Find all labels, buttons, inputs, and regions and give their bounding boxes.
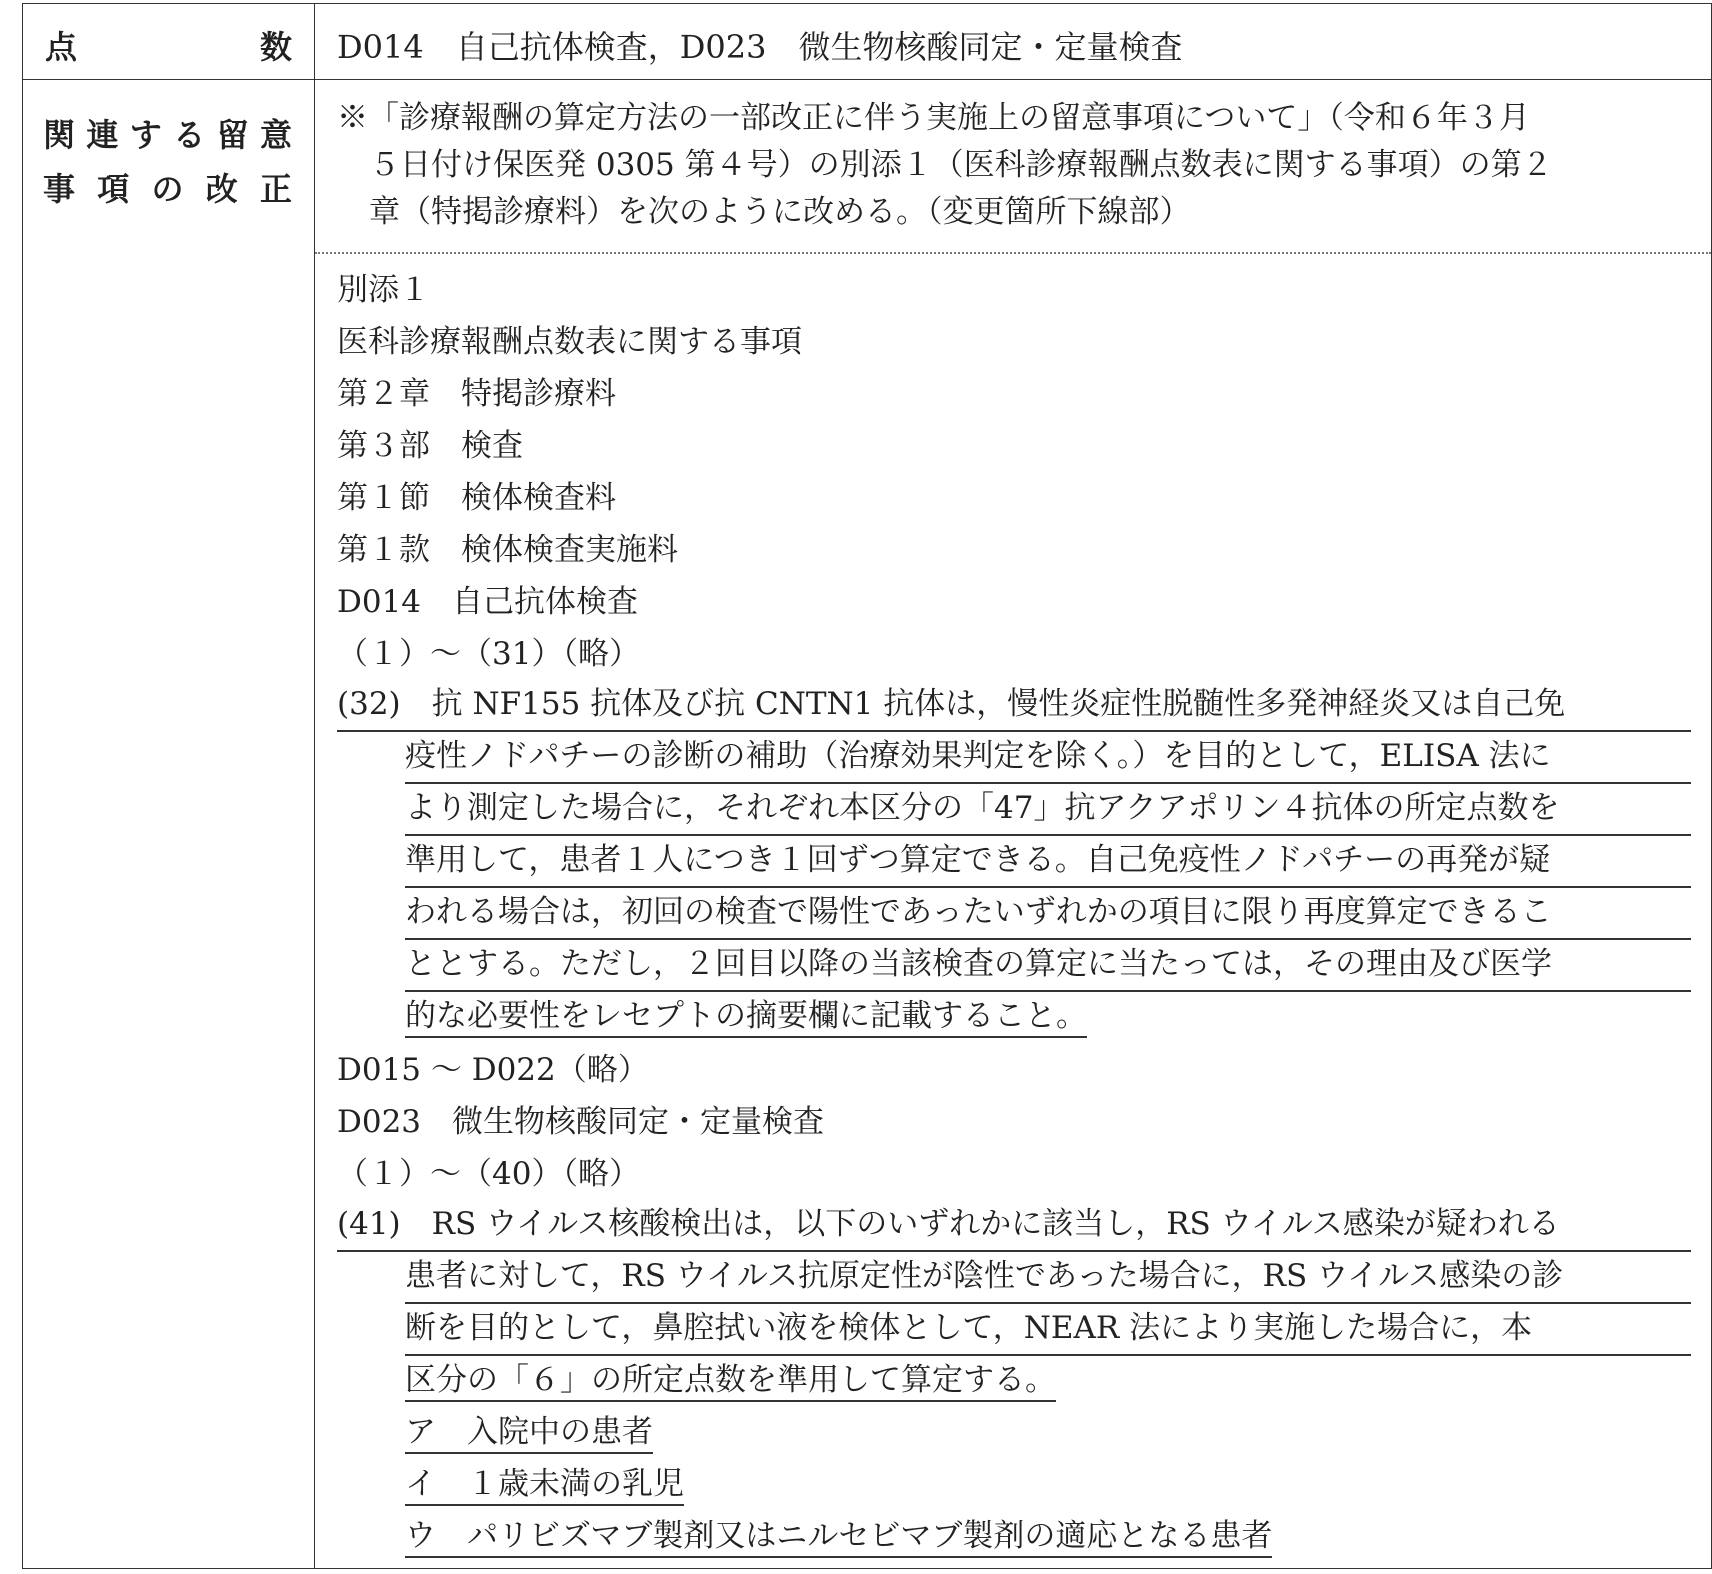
body-line: 医科診療報酬点数表に関する事項 (337, 324, 802, 360)
paragraph-line (337, 1304, 1691, 1356)
label-char: 連 (86, 116, 119, 154)
score-label-left: 点 (45, 28, 78, 66)
underlined-text: ウ パリビズマブ製剤又はニルセビマブ製剤の適応となる患者 (405, 1518, 1272, 1558)
paragraph-line (337, 888, 1691, 940)
label-char: 正 (259, 170, 292, 208)
body-line: （１）～（40）（略） (337, 1156, 640, 1192)
label-char: 事 (43, 170, 76, 208)
underlined-text: ととする。ただし，２回目以降の当該検査の算定に当たっては，その理由及び医学 (405, 940, 1691, 992)
underlined-text: (32) 抗 NF155 抗体及び抗 CNTN1 抗体は，慢性炎症性脱髄性多発神経炎又は自己免 (337, 680, 1691, 732)
body-line: 第１款 検体検査実施料 (337, 532, 678, 568)
underlined-text: 断を目的として，鼻腔拭い液を検体として，NEAR 法により実施した場合に，本 (405, 1304, 1691, 1356)
score-value-cell (315, 4, 1712, 80)
paragraph-line (337, 992, 1691, 1044)
revision-note (315, 80, 1711, 254)
underlined-text: より測定した場合に，それぞれ本区分の「47」抗アクアポリン４抗体の所定点数を (405, 784, 1691, 836)
underlined-text: (41) RS ウイルス核酸検出は，以下のいずれかに該当し，RS ウイルス感染が疑われる (337, 1200, 1691, 1252)
score-row (23, 4, 1712, 80)
body-line: 第２章 特掲診療料 (337, 376, 616, 412)
underlined-text: われる場合は，初回の検査で陽性であったいずれかの項目に限り再度算定できるこ (405, 888, 1691, 940)
body-line: D014 自己抗体検査 (337, 584, 639, 620)
paragraph-line (337, 1356, 1691, 1408)
related-label-cell (23, 80, 315, 1569)
list-item (337, 1460, 1691, 1512)
body-line: D023 微生物核酸同定・定量検査 (337, 1104, 825, 1140)
paragraph-line (337, 836, 1691, 888)
label-char: す (129, 116, 162, 154)
related-label-line1 (43, 108, 292, 162)
score-label-cell (23, 4, 315, 80)
label-char: 留 (216, 116, 249, 154)
note-line: ※「診療報酬の算定方法の一部改正に伴う実施上の留意事項について」（令和６年３月 (337, 100, 1530, 136)
paragraph-line (337, 1252, 1691, 1304)
condition-list (337, 1408, 1691, 1564)
label-char: 意 (259, 116, 292, 154)
underlined-text: ア 入院中の患者 (405, 1414, 653, 1454)
body-line: 第１節 検体検査料 (337, 480, 616, 516)
related-label-line2 (43, 162, 292, 216)
underlined-text: 的な必要性をレセプトの摘要欄に記載すること。 (405, 998, 1087, 1038)
note-line: ５日付け保医発 0305 第４号）の別添１（医科診療報酬点数表に関する事項）の第２ (369, 147, 1553, 183)
revision-content-cell (315, 80, 1712, 1569)
score-value: D014 自己抗体検査，D023 微生物核酸同定・定量検査 (337, 28, 1183, 66)
underlined-text: 準用して，患者１人につき１回ずつ算定できる。自己免疫性ノドパチーの再発が疑 (405, 836, 1691, 888)
revision-row (23, 80, 1712, 1569)
note-line: 章（特掲診療料）を次のように改める。（変更箇所下線部） (369, 194, 1191, 230)
underlined-text: 疫性ノドパチーの診断の補助（治療効果判定を除く。）を目的として，ELISA 法に (405, 732, 1691, 784)
list-item (337, 1512, 1691, 1564)
paragraph-line (337, 680, 1691, 732)
label-char: 項 (97, 170, 130, 208)
score-label-right: 数 (259, 28, 292, 66)
paragraph-line (337, 940, 1691, 992)
paragraph-line (337, 784, 1691, 836)
label-char: る (173, 116, 206, 154)
underlined-text: イ １歳未満の乳児 (405, 1466, 684, 1506)
label-char: 関 (43, 116, 76, 154)
underlined-text: 患者に対して，RS ウイルス抗原定性が陰性であった場合に，RS ウイルス感染の診 (405, 1252, 1691, 1304)
related-label (23, 80, 314, 216)
paragraph-41-underlined (337, 1200, 1691, 1408)
body-line: 別添１ (337, 272, 430, 308)
paragraph-32-underlined (337, 680, 1691, 1044)
underlined-text: 区分の「６」の所定点数を準用して算定する。 (405, 1362, 1056, 1402)
paragraph-line (337, 732, 1691, 784)
revision-body (315, 254, 1711, 1564)
label-char: 改 (205, 170, 238, 208)
list-item (337, 1408, 1691, 1460)
label-char: の (151, 170, 184, 208)
body-line: （１）～（31）（略） (337, 636, 640, 672)
body-line: D015 ～ D022（略） (337, 1052, 649, 1088)
paragraph-line (337, 1200, 1691, 1252)
score-label (23, 4, 314, 68)
body-line: 第３部 検査 (337, 428, 523, 464)
revision-table (22, 3, 1712, 1569)
